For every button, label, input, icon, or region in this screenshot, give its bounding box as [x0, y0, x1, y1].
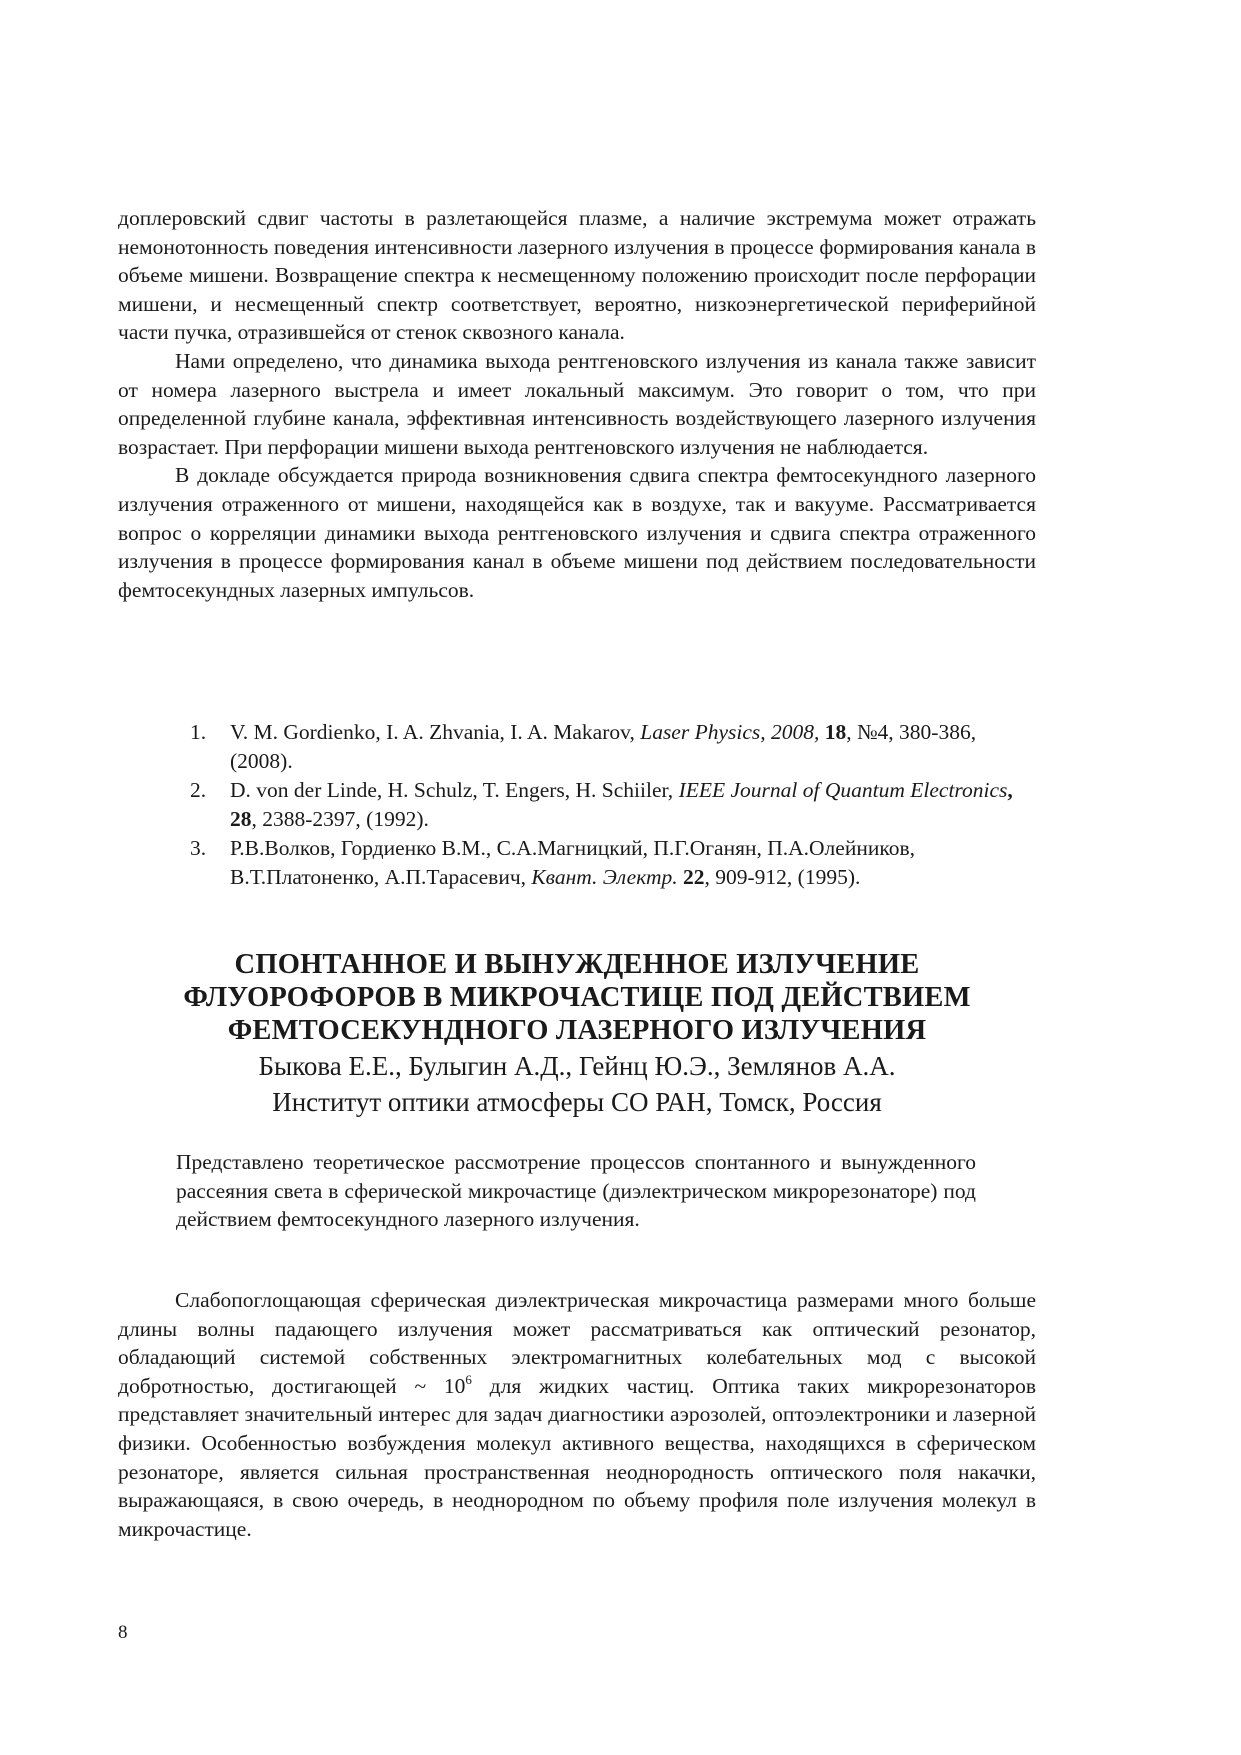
reference-journal: IEEE Journal of Quantum Electronics [678, 778, 1008, 803]
article-body [118, 1286, 1036, 1543]
reference-pages: , 2388-2397, (1992). [251, 806, 429, 831]
reference-number: 1. [190, 720, 207, 744]
reference-item [190, 776, 1030, 833]
paragraph [118, 1286, 1036, 1543]
reference-list [190, 718, 1030, 893]
article-title-line: ФЕМТОСЕКУНДНОГО ЛАЗЕРНОГО ИЗЛУЧЕНИЯ [227, 1015, 927, 1046]
article-header [118, 948, 1036, 1120]
article-title-line: СПОНТАННОЕ И ВЫНУЖДЕННОЕ ИЗЛУЧЕНИЕ [234, 949, 920, 980]
body-text: Слабопоглощающая сферическая диэлектрическая микрочастица размерами много больше длины волны падающего излучения может рассматриваться как оптический резонатор, обладающий системой собственных электромагнитных колебательных мод с высокой добротностью, достигающей ~ 10 [118, 1288, 1036, 1398]
body-text: для жидких частиц. Оптика таких микрорезонаторов представляет значительный интерес для задач диагностики аэрозолей, оптоэлектроники и лазерной физики. Особенностью возбуждения молекул активного вещества, находящихся в сферическом резонаторе, является сильная пространственная неоднородность оптического поля накачки, выражающаяся, в свою очередь, в неоднородном по объему профиля поле излучения молекул в микрочастице. [118, 1373, 1036, 1541]
reference-pages: , №4, 380-386, (2008). [230, 720, 977, 773]
reference-authors: V. M. Gordienko, I. A. Zhvania, I. A. Makarov, [230, 720, 641, 744]
reference-item [190, 718, 1030, 775]
reference-item [190, 834, 1030, 891]
reference-journal: Laser Physics, 2008, [640, 720, 820, 744]
body-text-top [118, 204, 1036, 604]
abstract-text: Представлено теоретическое рассмотрение процессов спонтанного и вынужденного рассеяния света в сферической микрочастице (диэлектрическом микрорезонаторе) под действием фемтосекундного лазерного излучения. [176, 1150, 976, 1232]
paragraph: В докладе обсуждается природа возникновения сдвига спектра фемтосекундного лазерного излучения отраженного от мишени, находящейся как в воздухе, так и вакууме. Рассматривается вопрос о корреляции динамики выхода рентгеновского излучения и сдвига спектра отраженного излучения в процессе формирования канал в объеме мишени под действием последовательности фемтосекундных лазерных импульсов. [118, 463, 1036, 602]
article-abstract [176, 1148, 976, 1234]
page-number: 8 [118, 1622, 128, 1643]
reference-volume: , 28 [230, 778, 1013, 831]
reference-authors: Р.В.Волков, Гордиенко В.М., С.А.Магницкий, П.Г.Оганян, П.А.Олейников, В.Т.Платоненко, А.П.Тарасевич, [230, 836, 915, 889]
reference-volume: 18 [824, 720, 847, 744]
paragraph: доплеровский сдвиг частоты в разлетающейся плазме, а наличие экстремума может отражать немонотонность поведения интенсивности лазерного излучения в процессе формирования канала в объеме мишени. Возвращение спектра к несмещенному положению происходит после перфорации мишени, и несмещенный спектр соответствует, вероятно, низкоэнергетической периферийной части пучка, отразившейся от стенок сквозного канала. [118, 206, 1036, 345]
reference-number: 2. [190, 778, 207, 803]
reference-journal: Квант. Электр. [531, 864, 678, 889]
reference-number: 3. [190, 836, 207, 861]
article-affiliation: Институт оптики атмосферы СО РАН, Томск, Россия [272, 1087, 882, 1117]
reference-volume: 22 [683, 864, 705, 889]
paragraph: Нами определено, что динамика выхода рентгеновского излучения из канала также зависит от номера лазерного выстрела и имеет локальный максимум. Это говорит о том, что при определенной глубине канала, эффективная интенсивность воздействующего лазерного излучения возрастает. При перфорации мишени выхода рентгеновского излучения не наблюдается. [118, 348, 1036, 459]
article-authors: Быкова Е.Е., Булыгин А.Д., Гейнц Ю.Э., Землянов А.А. [258, 1051, 896, 1081]
exponent: 6 [465, 1371, 472, 1387]
article-title-line: ФЛУОРОФОРОВ В МИКРОЧАСТИЦЕ ПОД ДЕЙСТВИЕМ [183, 982, 971, 1013]
reference-pages: , 909-912, (1995). [704, 864, 861, 889]
reference-authors: D. von der Linde, H. Schulz, T. Engers, H. Schiiler, [230, 778, 679, 803]
